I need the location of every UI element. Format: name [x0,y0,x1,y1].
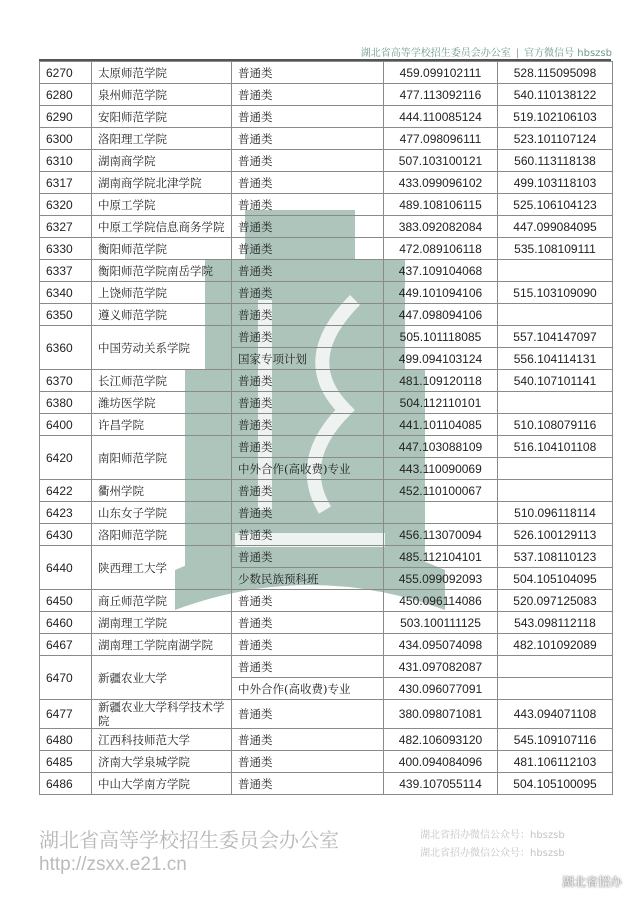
admission-type-cell: 普通类 [232,216,384,238]
college-code-cell: 6327 [40,216,92,238]
min-score-cell: 433.099096102 [384,172,498,194]
min-score-cell: 455.099092093 [384,568,498,590]
header-separator: | [515,48,520,59]
admission-type-cell: 普通类 [232,729,384,751]
max-score-cell: 515.103109090 [498,282,613,304]
college-name-cell: 安阳师范学院 [92,106,232,128]
table-row [40,106,613,128]
max-score-cell: 443.094071108 [498,700,613,729]
table-row [40,370,613,392]
college-code-cell: 6310 [40,150,92,172]
admission-type-cell: 普通类 [232,700,384,729]
table-row [40,84,613,106]
admission-type-cell: 普通类 [232,260,384,282]
table-row [40,304,613,326]
max-score-cell [498,480,613,502]
college-code-cell: 6450 [40,590,92,612]
wechat-icon [535,872,557,890]
min-score-cell: 444.110085124 [384,106,498,128]
min-score-cell: 434.095074098 [384,634,498,656]
college-name-cell: 遵义师范学院 [92,304,232,326]
table-row [40,612,613,634]
college-code-cell: 6467 [40,634,92,656]
min-score-cell: 431.097082087 [384,656,498,678]
college-name-cell: 中山大学南方学院 [92,773,232,795]
table-row [40,150,613,172]
admission-type-cell: 普通类 [232,751,384,773]
max-score-cell [498,656,613,678]
min-score-cell: 477.113092116 [384,84,498,106]
max-score-cell: 519.102106103 [498,106,613,128]
college-code-cell: 6423 [40,502,92,524]
min-score-cell: 459.099102111 [384,62,498,84]
watermark-wechat-bottom: 湖北省招办微信公众号：hbszsb [420,848,565,859]
admission-type-cell: 少数民族预科班 [232,568,384,590]
admission-type-cell: 普通类 [232,612,384,634]
max-score-cell [498,392,613,414]
college-name-cell: 新疆农业大学 [92,656,232,700]
corner-watermark-text: 湖北省招办 [561,874,622,889]
header-office: 湖北省高等学校招生委员会办公室 [360,48,511,59]
admission-type-cell: 普通类 [232,304,384,326]
college-name-cell: 衢州学院 [92,480,232,502]
college-code-cell: 6317 [40,172,92,194]
table-row [40,546,613,568]
table-row [40,729,613,751]
college-code-cell: 6380 [40,392,92,414]
college-name-cell: 山东女子学院 [92,502,232,524]
admission-type-cell: 普通类 [232,480,384,502]
watermark-office: 湖北省高等学校招生委员会办公室 [39,828,339,852]
max-score-cell: 482.101092089 [498,634,613,656]
college-name-cell: 衡阳师范学院 [92,238,232,260]
admission-type-cell: 普通类 [232,370,384,392]
college-code-cell: 6486 [40,773,92,795]
max-score-cell: 481.106112103 [498,751,613,773]
college-code-cell: 6337 [40,260,92,282]
corner-watermark [535,872,622,890]
max-score-cell [498,458,613,480]
min-score-cell: 503.100111125 [384,612,498,634]
max-score-cell: 535.108109111 [498,238,613,260]
admission-type-cell: 普通类 [232,282,384,304]
college-name-cell: 新疆农业大学科学技术学院 [92,700,232,729]
table-row [40,216,613,238]
college-name-cell: 许昌学院 [92,414,232,436]
college-code-cell: 6290 [40,106,92,128]
min-score-cell: 447.098094106 [384,304,498,326]
admission-type-cell: 普通类 [232,414,384,436]
college-name-cell: 南阳师范学院 [92,436,232,480]
college-code-cell: 6270 [40,62,92,84]
college-name-cell: 中原工学院信息商务学院 [92,216,232,238]
college-code-cell: 6370 [40,370,92,392]
college-name-cell: 中原工学院 [92,194,232,216]
admission-scores-table [39,61,613,795]
table-row [40,773,613,795]
table-row [40,194,613,216]
min-score-cell: 439.107055114 [384,773,498,795]
table-row [40,656,613,678]
admission-type-cell: 普通类 [232,238,384,260]
college-name-cell: 湖南理工学院 [92,612,232,634]
max-score-cell: 523.101107124 [498,128,613,150]
page-header [361,44,612,59]
min-score-cell: 472.089106118 [384,238,498,260]
admission-type-cell: 普通类 [232,590,384,612]
table-row [40,326,613,348]
max-score-cell: 504.105100095 [498,773,613,795]
table-row [40,480,613,502]
table-row [40,436,613,458]
min-score-cell: 489.108106115 [384,194,498,216]
college-name-cell: 湖南商学院北津学院 [92,172,232,194]
max-score-cell: 520.097125083 [498,590,613,612]
table-row [40,282,613,304]
min-score-cell: 452.110100067 [384,480,498,502]
min-score-cell: 482.106093120 [384,729,498,751]
college-code-cell: 6420 [40,436,92,480]
college-code-cell: 6422 [40,480,92,502]
min-score-cell: 507.103100121 [384,150,498,172]
max-score-cell: 540.110138122 [498,84,613,106]
college-code-cell: 6400 [40,414,92,436]
min-score-cell: 441.101104085 [384,414,498,436]
admission-type-cell: 普通类 [232,84,384,106]
max-score-cell: 526.100129113 [498,524,613,546]
min-score-cell: 485.112104101 [384,546,498,568]
college-name-cell: 潍坊医学院 [92,392,232,414]
max-score-cell: 447.099084095 [498,216,613,238]
college-code-cell: 6460 [40,612,92,634]
college-name-cell: 湖南商学院 [92,150,232,172]
admission-type-cell: 普通类 [232,128,384,150]
admission-type-cell: 普通类 [232,62,384,84]
max-score-cell: 528.115095098 [498,62,613,84]
college-code-cell: 6440 [40,546,92,590]
table-row [40,128,613,150]
admission-type-cell: 普通类 [232,436,384,458]
max-score-cell: 499.103118103 [498,172,613,194]
header-wechat: 官方微信号 hbszsb [524,48,612,59]
college-name-cell: 江西科技师范大学 [92,729,232,751]
table-row [40,502,613,524]
admission-type-cell: 普通类 [232,150,384,172]
table-row [40,700,613,729]
table-row [40,172,613,194]
college-code-cell: 6430 [40,524,92,546]
max-score-cell: 557.104147097 [498,326,613,348]
min-score-cell: 477.098096111 [384,128,498,150]
min-score-cell: 437.109104068 [384,260,498,282]
table-row [40,524,613,546]
min-score-cell: 400.094084096 [384,751,498,773]
max-score-cell: 540.107101141 [498,370,613,392]
college-name-cell: 陕西理工大学 [92,546,232,590]
admission-type-cell: 普通类 [232,194,384,216]
table-row [40,590,613,612]
admission-type-cell: 普通类 [232,392,384,414]
min-score-cell: 380.098071081 [384,700,498,729]
college-name-cell: 太原师范学院 [92,62,232,84]
college-code-cell: 6300 [40,128,92,150]
admission-type-cell: 普通类 [232,773,384,795]
admission-type-cell: 国家专项计划 [232,348,384,370]
watermark-url: http://zsxx.e21.cn [39,854,187,875]
college-name-cell: 衡阳师范学院南岳学院 [92,260,232,282]
admission-type-cell: 普通类 [232,106,384,128]
college-code-cell: 6480 [40,729,92,751]
max-score-cell: 537.108110123 [498,546,613,568]
college-name-cell: 商丘师范学院 [92,590,232,612]
min-score-cell: 449.101094106 [384,282,498,304]
college-name-cell: 洛阳理工学院 [92,128,232,150]
max-score-cell [498,304,613,326]
college-name-cell: 泉州师范学院 [92,84,232,106]
college-code-cell: 6330 [40,238,92,260]
min-score-cell: 481.109120118 [384,370,498,392]
max-score-cell: 516.104101108 [498,436,613,458]
college-name-cell: 洛阳师范学院 [92,524,232,546]
college-name-cell: 济南大学泉城学院 [92,751,232,773]
max-score-cell [498,260,613,282]
college-code-cell: 6280 [40,84,92,106]
min-score-cell: 447.103088109 [384,436,498,458]
min-score-cell: 505.101118085 [384,326,498,348]
max-score-cell: 545.109107116 [498,729,613,751]
admission-type-cell: 普通类 [232,546,384,568]
college-code-cell: 6360 [40,326,92,370]
college-code-cell: 6350 [40,304,92,326]
max-score-cell: 525.106104123 [498,194,613,216]
admission-type-cell: 普通类 [232,172,384,194]
college-name-cell: 长江师范学院 [92,370,232,392]
table-row [40,238,613,260]
admission-type-cell: 普通类 [232,524,384,546]
min-score-cell: 499.094103124 [384,348,498,370]
table-row [40,634,613,656]
college-code-cell: 6485 [40,751,92,773]
table-row [40,260,613,282]
admission-type-cell: 中外合作(高收费)专业 [232,678,384,700]
max-score-cell [498,678,613,700]
college-code-cell: 6340 [40,282,92,304]
min-score-cell: 456.113070094 [384,524,498,546]
min-score-cell: 443.110090069 [384,458,498,480]
admission-type-cell: 中外合作(高收费)专业 [232,458,384,480]
admission-type-cell: 普通类 [232,634,384,656]
college-name-cell: 中国劳动关系学院 [92,326,232,370]
admission-type-cell: 普通类 [232,656,384,678]
min-score-cell: 430.096077091 [384,678,498,700]
min-score-cell: 383.092082084 [384,216,498,238]
max-score-cell: 510.096118114 [498,502,613,524]
min-score-cell: 504.112110101 [384,392,498,414]
table-row [40,392,613,414]
max-score-cell: 560.113118138 [498,150,613,172]
max-score-cell: 510.108079116 [498,414,613,436]
admission-type-cell: 普通类 [232,502,384,524]
college-code-cell: 6477 [40,700,92,729]
max-score-cell: 543.098112118 [498,612,613,634]
max-score-cell: 504.105104095 [498,568,613,590]
college-name-cell: 湖南理工学院南湖学院 [92,634,232,656]
min-score-cell: 450.096114086 [384,590,498,612]
college-code-cell: 6320 [40,194,92,216]
admission-type-cell: 普通类 [232,326,384,348]
table-row [40,751,613,773]
min-score-cell [384,502,498,524]
table-row [40,414,613,436]
college-name-cell: 上饶师范学院 [92,282,232,304]
table-row [40,62,613,84]
max-score-cell: 556.104114131 [498,348,613,370]
watermark-wechat-top: 湖北省招办微信公众号：hbszsb [420,830,565,841]
college-code-cell: 6470 [40,656,92,700]
